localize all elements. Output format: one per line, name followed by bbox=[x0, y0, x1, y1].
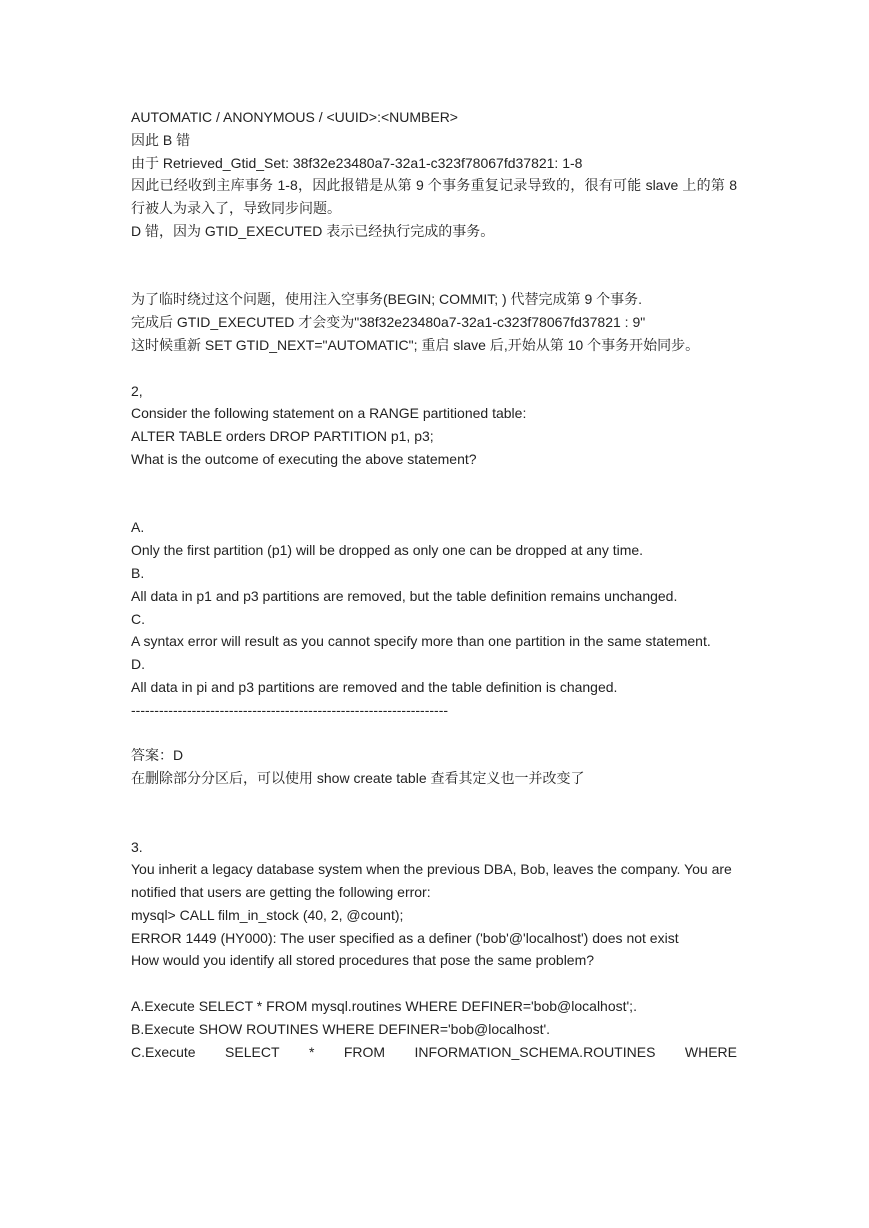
gtid-explanation-block bbox=[131, 106, 737, 243]
question-prompt-line: mysql> CALL film_in_stock (40, 2, @count); bbox=[131, 906, 404, 923]
option-text: A syntax error will result as you cannot specify more than one partition in the same statement. bbox=[131, 633, 711, 650]
option-c-word: * bbox=[308, 1043, 315, 1060]
b-wrong-line: 因此 B 错 bbox=[131, 131, 191, 148]
workaround-line-2: 完成后 GTID_EXECUTED 才会变为"38f32e23480a7-32a1-c323f78067fd37821 : 9" bbox=[131, 314, 646, 331]
spacer bbox=[131, 972, 737, 995]
answer-line: 答案：D bbox=[131, 747, 184, 764]
option-b: B.Execute SHOW ROUTINES WHERE DEFINER='bob@localhost'. bbox=[131, 1020, 551, 1037]
question-2 bbox=[131, 380, 737, 790]
option-a: A.Execute SELECT * FROM mysql.routines WHERE DEFINER='bob@localhost';. bbox=[131, 998, 637, 1015]
option-letter: A. bbox=[131, 519, 145, 536]
spacer bbox=[131, 790, 737, 836]
question-prompt-line: ALTER TABLE orders DROP PARTITION p1, p3; bbox=[131, 428, 434, 445]
question-number: 3. bbox=[131, 838, 143, 855]
question-number: 2, bbox=[131, 382, 143, 399]
reason-paragraph: 因此已经收到主库事务 1-8，因此报错是从第 9 个事务重复记录导致的，很有可能 slave 上的第 8 行被人为录入了，导致同步问题。 bbox=[131, 177, 737, 217]
question-prompt-line: notified that users are getting the following error: bbox=[131, 884, 431, 901]
option-c-word: SELECT bbox=[225, 1043, 280, 1060]
workaround-line-3: 这时候重新 SET GTID_NEXT="AUTOMATIC"; 重启 slave 后,开始从第 10 个事务开始同步。 bbox=[131, 336, 700, 353]
question-prompt-line: You inherit a legacy database system when the previous DBA, Bob, leaves the company. You are bbox=[131, 861, 732, 878]
option-text: Only the first partition (p1) will be dropped as only one can be dropped at any time. bbox=[131, 542, 644, 559]
option-text: All data in p1 and p3 partitions are removed, but the table definition remains unchanged. bbox=[131, 587, 678, 604]
option-letter: D. bbox=[131, 656, 145, 673]
spacer bbox=[131, 471, 737, 517]
question-prompt-line: Consider the following statement on a RANGE partitioned table: bbox=[131, 405, 527, 422]
workaround-line-1: 为了临时绕过这个问题，使用注入空事务(BEGIN; COMMIT; ) 代替完成第 9 个事务. bbox=[131, 291, 643, 308]
option-c bbox=[131, 1041, 737, 1064]
document-page bbox=[131, 106, 737, 1063]
question-prompt-line: What is the outcome of executing the above statement? bbox=[131, 450, 477, 467]
workaround-block bbox=[131, 288, 737, 356]
explanation-line: 在删除部分分区后，可以使用 show create table 查看其定义也一并改变了 bbox=[131, 770, 585, 787]
question-prompt-line: ERROR 1449 (HY000): The user specified as a definer ('bob'@'localhost') does not exist bbox=[131, 929, 679, 946]
option-c-word: WHERE bbox=[684, 1043, 737, 1060]
spacer bbox=[131, 722, 737, 745]
retrieved-gtid-line: 由于 Retrieved_Gtid_Set: 38f32e23480a7-32a1-c323f78067fd37821: 1-8 bbox=[131, 154, 583, 171]
d-wrong-line: D 错，因为 GTID_EXECUTED 表示已经执行完成的事务。 bbox=[131, 222, 495, 239]
question-prompt-line: How would you identify all stored procedures that pose the same problem? bbox=[131, 952, 595, 969]
spacer bbox=[131, 243, 737, 289]
option-text: All data in pi and p3 partitions are removed and the table definition is changed. bbox=[131, 678, 618, 695]
option-c-word: FROM bbox=[343, 1043, 386, 1060]
spacer bbox=[131, 357, 737, 380]
separator-line: -------------------------------------------------------------------- bbox=[131, 701, 449, 718]
option-letter: B. bbox=[131, 564, 145, 581]
option-c-word: INFORMATION_SCHEMA.ROUTINES bbox=[414, 1043, 656, 1060]
gtid-format-line: AUTOMATIC / ANONYMOUS / <UUID>:<NUMBER> bbox=[131, 109, 458, 125]
option-letter: C. bbox=[131, 610, 145, 627]
question-3 bbox=[131, 836, 737, 1064]
option-c-word: C.Execute bbox=[131, 1043, 196, 1060]
